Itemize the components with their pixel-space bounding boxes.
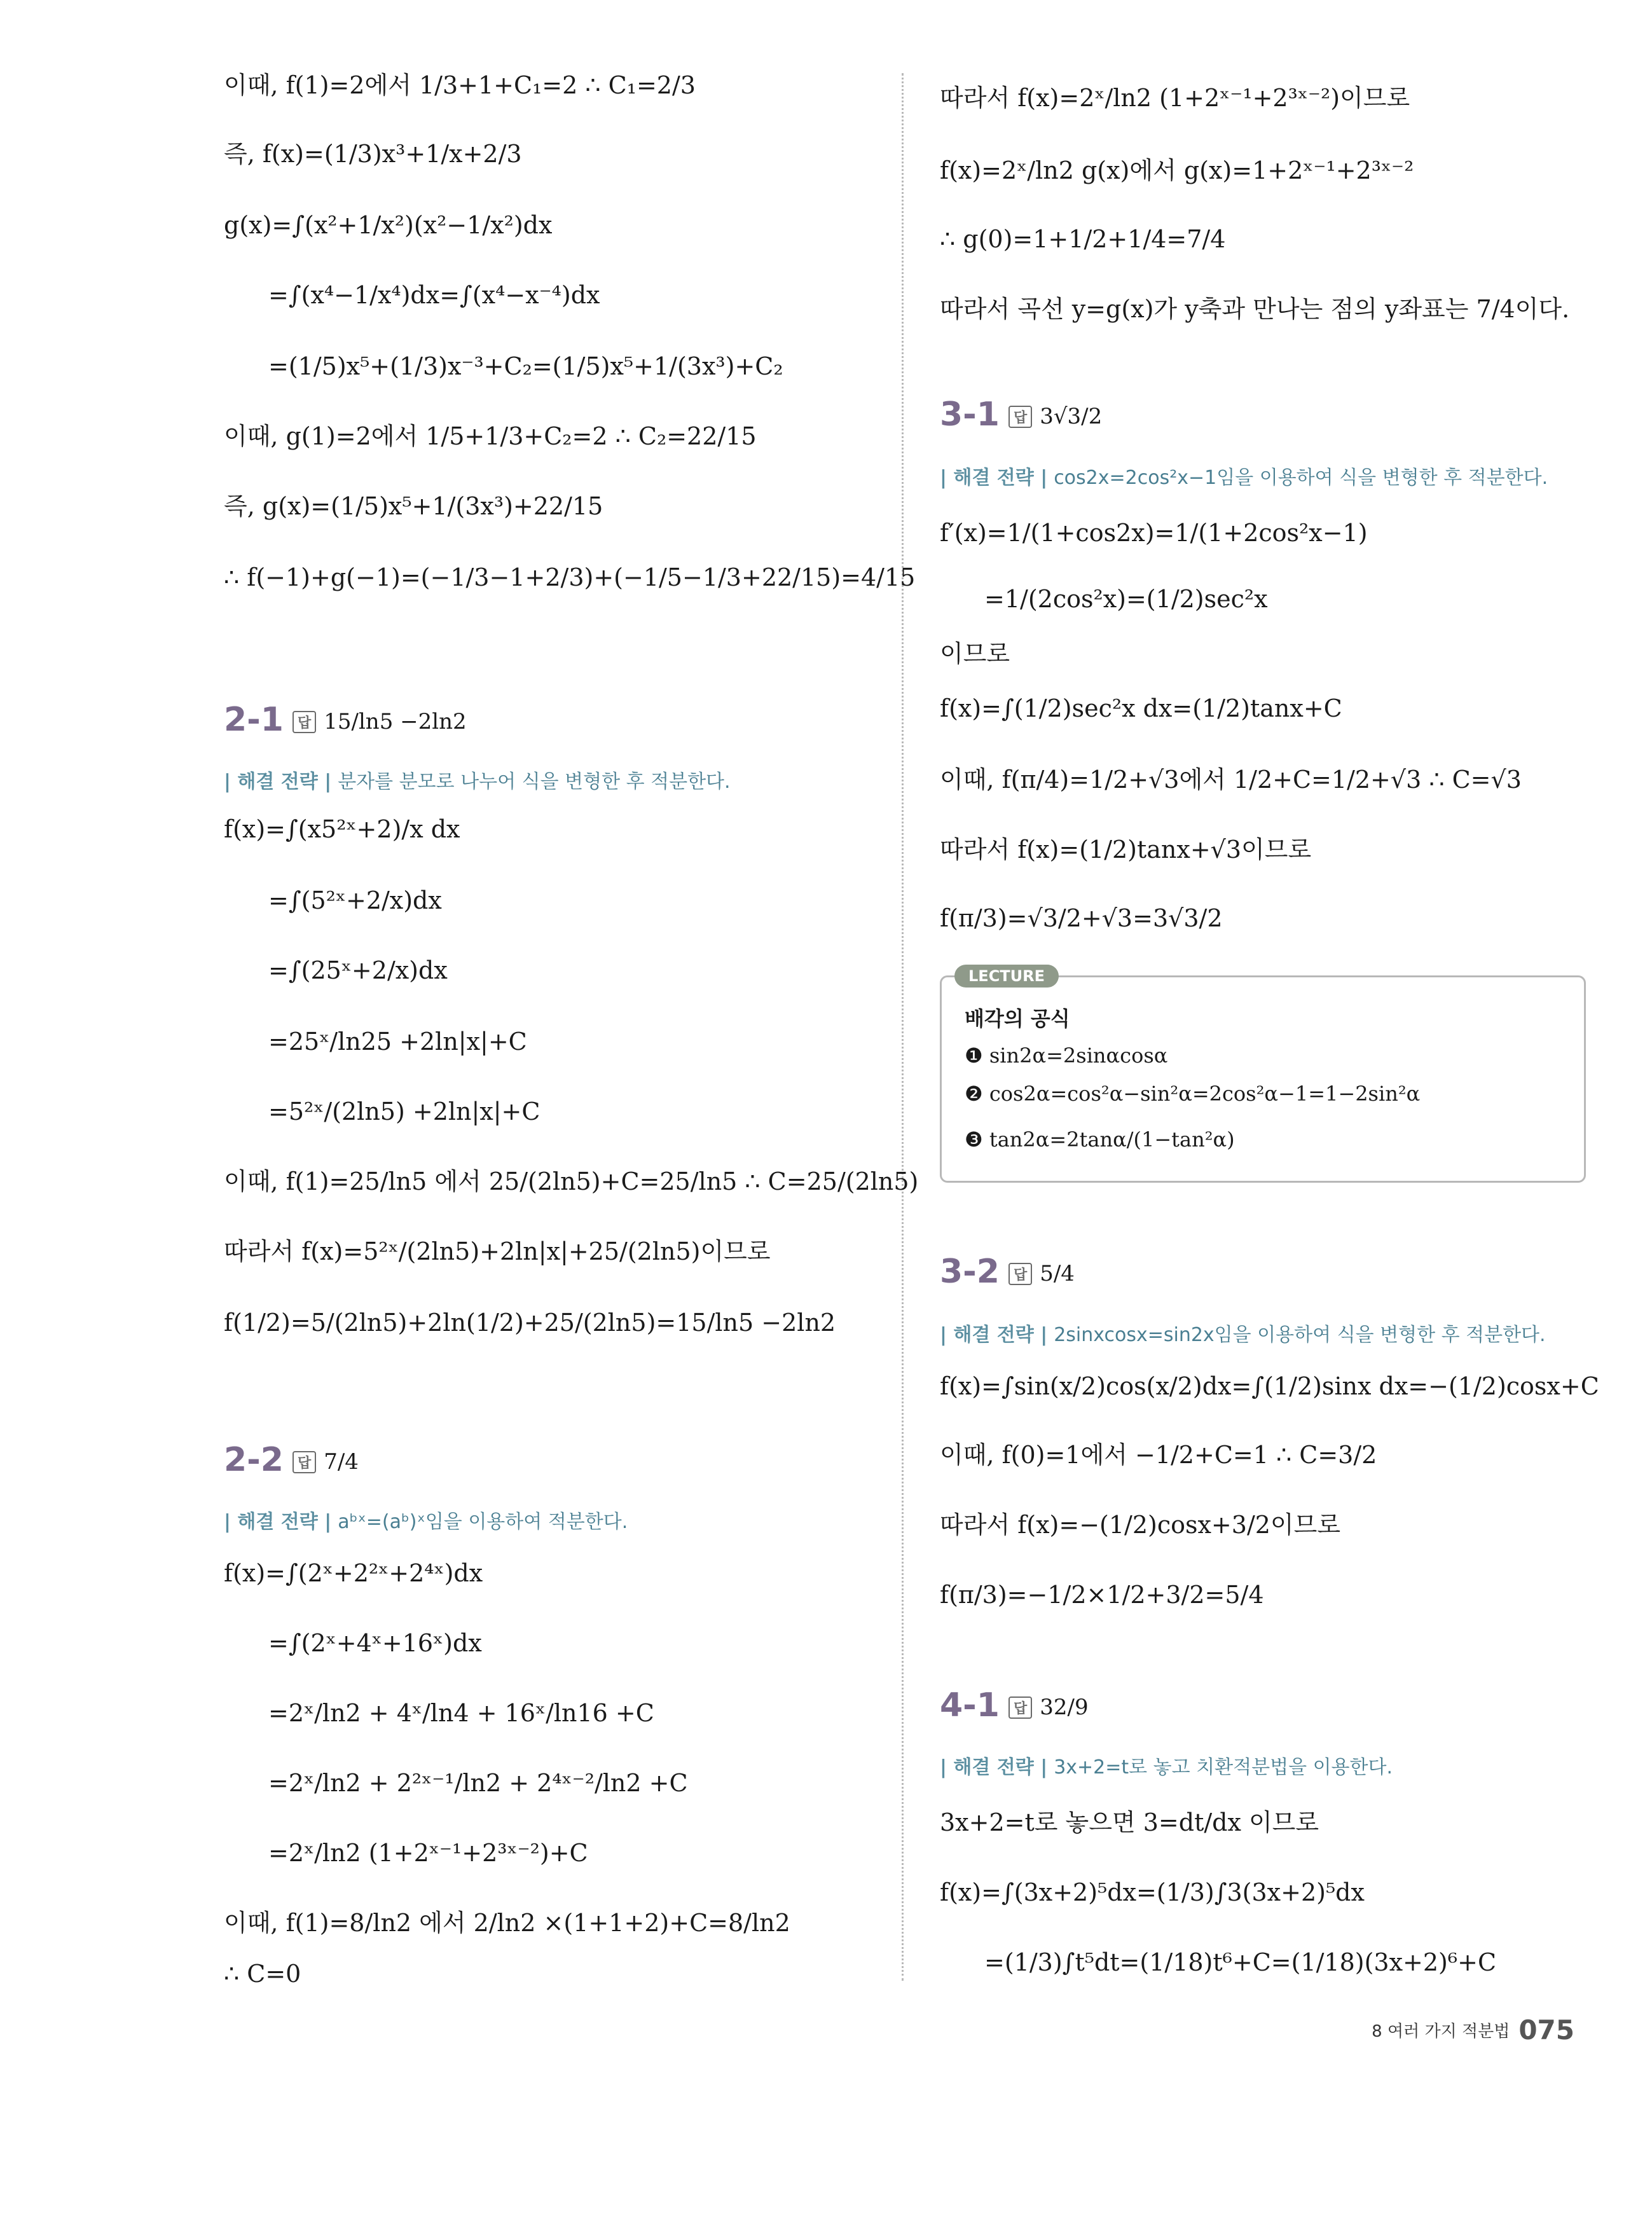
- math-line: 따라서 f(x)=(1/2)tanx+√3이므로: [940, 836, 1312, 864]
- strategy-3-1: [940, 462, 1548, 490]
- math-line: g(x)=∫(x²+1/x²)(x²−1/x²)dx: [224, 211, 553, 239]
- lecture-title: 배각의 공식: [965, 1007, 1070, 1031]
- math-line: f(1/2)=5/(2ln5)+2ln(1/2)+25/(2ln5)=15/ln5 −2ln2: [224, 1309, 836, 1337]
- section-number: 2-2: [224, 1441, 284, 1479]
- math-line: =(1/5)x⁵+(1/3)x⁻³+C₂=(1/5)x⁵+1/(3x³)+C₂: [268, 352, 783, 380]
- strategy-4-1: [940, 1751, 1393, 1779]
- answer-tag: 답: [1008, 406, 1032, 428]
- strategy-label: | 해결 전략 |: [224, 771, 332, 793]
- strategy-3-2: [940, 1319, 1546, 1347]
- math-line: f(x)=∫(1/2)sec²x dx=(1/2)tanx+C: [940, 694, 1342, 722]
- section-heading-2-2: [224, 1441, 359, 1479]
- math-line: f(x)=∫(2ˣ+2²ˣ+2⁴ˣ)dx: [224, 1559, 483, 1587]
- math-line: ∴ f(−1)+g(−1)=(−1/3−1+2/3)+(−1/5−1/3+22/15)=4/15: [224, 563, 916, 591]
- math-line: 이때, f(1)=2에서 1/3+1+C₁=2 ∴ C₁=2/3: [224, 71, 696, 99]
- strategy-text: 2sinxcosx=sin2x임을 이용하여 식을 변형한 후 적분한다.: [1054, 1324, 1546, 1346]
- math-line: f′(x)=1/(1+cos2x)=1/(1+2cos²x−1): [940, 519, 1368, 547]
- math-line: 따라서 f(x)=−(1/2)cosx+3/2이므로: [940, 1511, 1341, 1539]
- page-footer: [1372, 2014, 1574, 2046]
- math-line: =∫(2ˣ+4ˣ+16ˣ)dx: [268, 1629, 482, 1657]
- math-line: 따라서 f(x)=5²ˣ/(2ln5)+2ln|x|+25/(2ln5)이므로: [224, 1237, 771, 1265]
- strategy-text: cos2x=2cos²x−1임을 이용하여 식을 변형한 후 적분한다.: [1054, 467, 1548, 489]
- math-line: ∴ C=0: [224, 1960, 301, 1988]
- strategy-text: 3x+2=t로 놓고 치환적분법을 이용한다.: [1054, 1756, 1393, 1779]
- section-heading-3-2: [940, 1253, 1075, 1291]
- section-heading-2-1: [224, 701, 467, 739]
- math-line: ∴ g(0)=1+1/2+1/4=7/4: [940, 225, 1226, 253]
- math-line: =∫(25ˣ+2/x)dx: [268, 956, 448, 984]
- lecture-item: ❷ cos2α=cos²α−sin²α=2cos²α−1=1−2sin²α: [965, 1082, 1421, 1106]
- math-line: f(x)=∫(x5²ˣ+2)/x dx: [224, 815, 460, 843]
- section-number: 2-1: [224, 701, 284, 739]
- math-line: f(x)=∫(3x+2)⁵dx=(1/3)∫3(3x+2)⁵dx: [940, 1878, 1365, 1906]
- lecture-item: ❸ tan2α=2tanα/(1−tan²α): [965, 1127, 1235, 1152]
- math-line: 3x+2=t로 놓으면 3=dt/dx 이므로: [940, 1808, 1319, 1836]
- section-number: 3-2: [940, 1253, 1000, 1291]
- answer-tag: 답: [293, 711, 316, 733]
- math-line: 이때, f(π/4)=1/2+√3에서 1/2+C=1/2+√3 ∴ C=√3: [940, 766, 1522, 794]
- math-line: f(x)=∫sin(x/2)cos(x/2)dx=∫(1/2)sinx dx=−(1/2)cosx+C: [940, 1372, 1599, 1400]
- math-line: =∫(5²ˣ+2/x)dx: [268, 886, 442, 914]
- math-line: =5²ˣ/(2ln5) +2ln|x|+C: [268, 1098, 540, 1125]
- strategy-label: | 해결 전략 |: [224, 1511, 332, 1533]
- math-line: 이때, g(1)=2에서 1/5+1/3+C₂=2 ∴ C₂=22/15: [224, 422, 757, 450]
- section-heading-4-1: [940, 1686, 1089, 1724]
- math-line: 즉, g(x)=(1/5)x⁵+1/(3x³)+22/15: [224, 492, 603, 520]
- lecture-item: ❶ sin2α=2sinαcosα: [965, 1043, 1168, 1068]
- section-number: 4-1: [940, 1686, 1000, 1724]
- math-line: =2ˣ/ln2 + 4ˣ/ln4 + 16ˣ/ln16 +C: [268, 1699, 654, 1727]
- strategy-text: 분자를 분모로 나누어 식을 변형한 후 적분한다.: [338, 771, 731, 793]
- strategy-label: | 해결 전략 |: [940, 1756, 1048, 1779]
- math-line: =1/(2cos²x)=(1/2)sec²x: [984, 585, 1268, 613]
- strategy-label: | 해결 전략 |: [940, 1324, 1048, 1346]
- math-line: =∫(x⁴−1/x⁴)dx=∫(x⁴−x⁻⁴)dx: [268, 281, 600, 309]
- math-line: =(1/3)∫t⁵dt=(1/18)t⁶+C=(1/18)(3x+2)⁶+C: [984, 1948, 1497, 1976]
- math-line: =2ˣ/ln2 (1+2ˣ⁻¹+2³ˣ⁻²)+C: [268, 1839, 588, 1867]
- math-line: =25ˣ/ln25 +2ln|x|+C: [268, 1028, 527, 1056]
- math-line: =2ˣ/ln2 + 2²ˣ⁻¹/ln2 + 2⁴ˣ⁻²/ln2 +C: [268, 1769, 688, 1797]
- answer-value: 7/4: [324, 1449, 359, 1475]
- strategy-label: | 해결 전략 |: [940, 467, 1048, 489]
- math-line: 이때, f(1)=25/ln5 에서 25/(2ln5)+C=25/ln5 ∴ C=25/(2ln5): [224, 1167, 919, 1195]
- answer-value: 5/4: [1040, 1261, 1075, 1286]
- lecture-badge: LECTURE: [954, 965, 1059, 988]
- math-line: 즉, f(x)=(1/3)x³+1/x+2/3: [224, 140, 522, 168]
- math-line: 이므로: [940, 640, 1010, 668]
- page-number: 075: [1518, 2014, 1574, 2046]
- answer-tag: 답: [1008, 1263, 1032, 1285]
- answer-value: 15/ln5 −2ln2: [324, 709, 467, 734]
- math-line: f(π/3)=−1/2×1/2+3/2=5/4: [940, 1581, 1264, 1609]
- math-line: 이때, f(0)=1에서 −1/2+C=1 ∴ C=3/2: [940, 1441, 1377, 1469]
- answer-tag: 답: [1008, 1697, 1032, 1719]
- math-line: f(π/3)=√3/2+√3=3√3/2: [940, 904, 1223, 932]
- answer-value: 32/9: [1040, 1695, 1089, 1720]
- answer-tag: 답: [293, 1451, 316, 1473]
- math-line: f(x)=2ˣ/ln2 g(x)에서 g(x)=1+2ˣ⁻¹+2³ˣ⁻²: [940, 156, 1414, 184]
- lecture-box: [940, 967, 1586, 1183]
- strategy-2-2: [224, 1506, 628, 1534]
- math-line: 따라서 곡선 y=g(x)가 y축과 만나는 점의 y좌표는 7/4이다.: [940, 295, 1570, 323]
- strategy-text: aᵇˣ=(aᵇ)ˣ임을 이용하여 적분한다.: [338, 1511, 628, 1533]
- section-heading-3-1: [940, 396, 1102, 434]
- strategy-2-1: [224, 766, 731, 794]
- math-line: 따라서 f(x)=2ˣ/ln2 (1+2ˣ⁻¹+2³ˣ⁻²)이므로: [940, 84, 1410, 112]
- chapter-title: 8 여러 가지 적분법: [1372, 2022, 1510, 2041]
- answer-value: 3√3/2: [1040, 404, 1103, 429]
- section-number: 3-1: [940, 396, 1000, 434]
- math-line: 이때, f(1)=8/ln2 에서 2/ln2 ×(1+1+2)+C=8/ln2: [224, 1909, 790, 1937]
- column-divider: [902, 73, 904, 1981]
